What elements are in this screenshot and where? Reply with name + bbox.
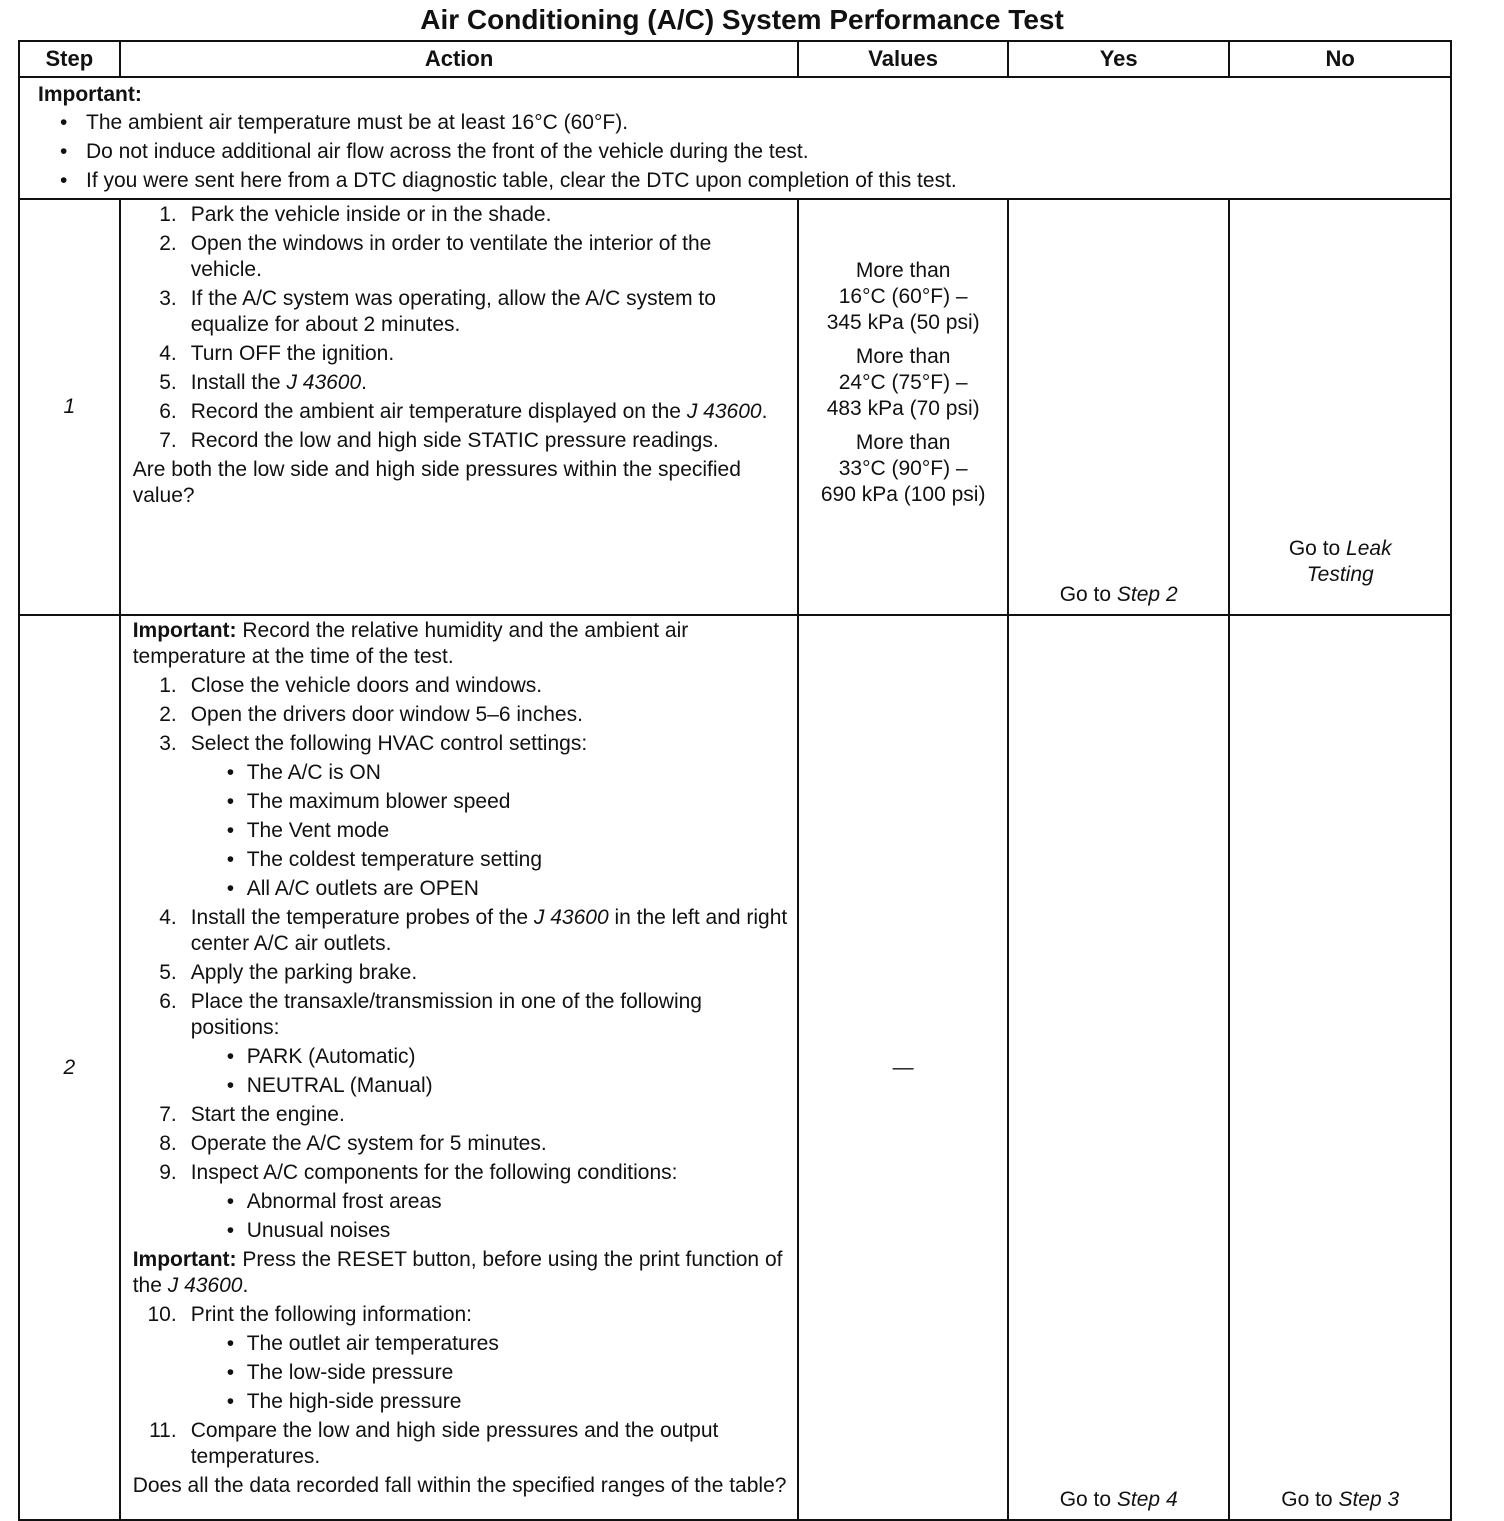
sub-item: • NEUTRAL (Manual) <box>225 1073 788 1099</box>
tool-reference: J 43600 <box>167 1274 243 1297</box>
tool-reference: J 43600 <box>533 906 609 929</box>
action-item: 1. Park the vehicle inside or in the shade. <box>159 203 552 226</box>
value-group: More than 24°C (75°F) – 483 kPa (70 psi) <box>826 345 980 420</box>
action-item: 4. Install the temperature probes of the J 43600 in the left and right center A/C air outlets. <box>159 906 788 955</box>
important-bullet: • If you were sent here from a DTC diagnostic table, clear the DTC upon completion of this test. <box>38 166 1450 195</box>
action-item: 11. Compare the low and high side pressures and the output temperatures. <box>149 1419 719 1468</box>
step-number: 1 <box>19 199 120 615</box>
important-note: Important: Record the relative humidity and the ambient air temperature at the time of the test. <box>132 619 689 668</box>
value-group: More than 33°C (90°F) – 690 kPa (100 psi) <box>820 431 986 506</box>
sub-item: • Unusual noises <box>225 1218 788 1244</box>
sub-item: • The maximum blower speed <box>225 789 788 815</box>
action-item: 2. Open the windows in order to ventilate the interior of the vehicle. <box>159 232 712 281</box>
no-cell: Go to Step 3 <box>1229 615 1451 1520</box>
header-no: No <box>1229 41 1451 77</box>
important-label: Important: <box>38 83 142 106</box>
important-note: Important: Press the RESET button, before using the print function of the J 43600. <box>132 1248 783 1297</box>
action-item: 2. Open the drivers door window 5–6 inches. <box>159 703 583 726</box>
sub-item: • The high-side pressure <box>225 1389 788 1415</box>
sub-item: • The low-side pressure <box>225 1360 788 1386</box>
sub-item: • PARK (Automatic) <box>225 1044 788 1070</box>
goto-leak-testing-link-line2: Testing <box>1306 563 1374 586</box>
action-cell <box>120 615 799 1520</box>
values-cell <box>798 199 1007 615</box>
action-item: 3. Select the following HVAC control settings: • The A/C is ON • The maximum blower speed • The Vent mode • The coldest temperature setting • All A/C outlets are OPEN <box>133 731 788 902</box>
action-item: 5. Apply the parking brake. <box>159 961 418 984</box>
page-title: Air Conditioning (A/C) System Performance Test <box>420 4 1064 35</box>
step-number: 2 <box>19 615 120 1520</box>
sub-item: • All A/C outlets are OPEN <box>225 876 788 902</box>
action-item: 9. Inspect A/C components for the following conditions: • Abnormal frost areas • Unusual noises <box>133 1160 788 1244</box>
action-item: 1. Close the vehicle doors and windows. <box>159 674 543 697</box>
important-cell <box>19 77 1451 199</box>
goto-leak-testing-link: Leak <box>1346 537 1392 560</box>
sub-item: • The outlet air temperatures <box>225 1331 788 1357</box>
header-action: Action <box>120 41 799 77</box>
no-cell: Go to Leak Testing <box>1229 199 1451 615</box>
value-group: More than 16°C (60°F) – 345 kPa (50 psi) <box>826 259 980 334</box>
action-item: 7. Record the low and high side STATIC pressure readings. <box>159 429 719 452</box>
action-item: 6. Place the transaxle/transmission in one of the following positions: • PARK (Automatic) • NEUTRAL (Manual) <box>133 989 788 1099</box>
step-question: Does all the data recorded fall within the specified ranges of the table? <box>132 1474 787 1497</box>
action-item: 7. Start the engine. <box>159 1103 345 1126</box>
action-cell <box>120 199 799 615</box>
header-values: Values <box>798 41 1007 77</box>
header-row <box>19 41 1451 77</box>
important-bullet: • The ambient air temperature must be at least 16°C (60°F). <box>38 108 1450 137</box>
goto-step-link: Step 2 <box>1116 583 1178 606</box>
sub-item: • The coldest temperature setting <box>225 847 788 873</box>
action-item: 4. Turn OFF the ignition. <box>159 342 395 365</box>
step-row-1 <box>19 199 1451 615</box>
important-row <box>19 77 1451 199</box>
sub-item: • The Vent mode <box>225 818 788 844</box>
header-yes: Yes <box>1008 41 1230 77</box>
sub-item: • Abnormal frost areas <box>225 1189 788 1215</box>
header-step: Step <box>19 41 120 77</box>
tool-reference: J 43600 <box>286 371 362 394</box>
action-item: 8. Operate the A/C system for 5 minutes. <box>159 1132 547 1155</box>
yes-cell: Go to Step 4 <box>1008 615 1230 1520</box>
action-item: 10. Print the following information: • The outlet air temperatures • The low-side pressure • The high-side pressure <box>133 1302 788 1415</box>
values-cell: — <box>798 615 1007 1520</box>
yes-cell: Go to Step 2 <box>1008 199 1230 615</box>
performance-test-table <box>18 40 1452 1521</box>
goto-step-link: Step 3 <box>1338 1488 1400 1511</box>
tool-reference: J 43600 <box>686 400 762 423</box>
sub-item: • The A/C is ON <box>225 760 788 786</box>
step-row-2 <box>19 615 1451 1520</box>
step-question: Are both the low side and high side pressures within the specified value? <box>132 458 741 507</box>
important-bullet: • Do not induce additional air flow across the front of the vehicle during the test. <box>38 137 1450 166</box>
action-item: 6. Record the ambient air temperature displayed on the J 43600. <box>159 400 768 423</box>
action-item: 3. If the A/C system was operating, allow the A/C system to equalize for about 2 minutes. <box>159 287 716 336</box>
goto-step-link: Step 4 <box>1116 1488 1178 1511</box>
action-item: 5. Install the J 43600. <box>159 371 368 394</box>
